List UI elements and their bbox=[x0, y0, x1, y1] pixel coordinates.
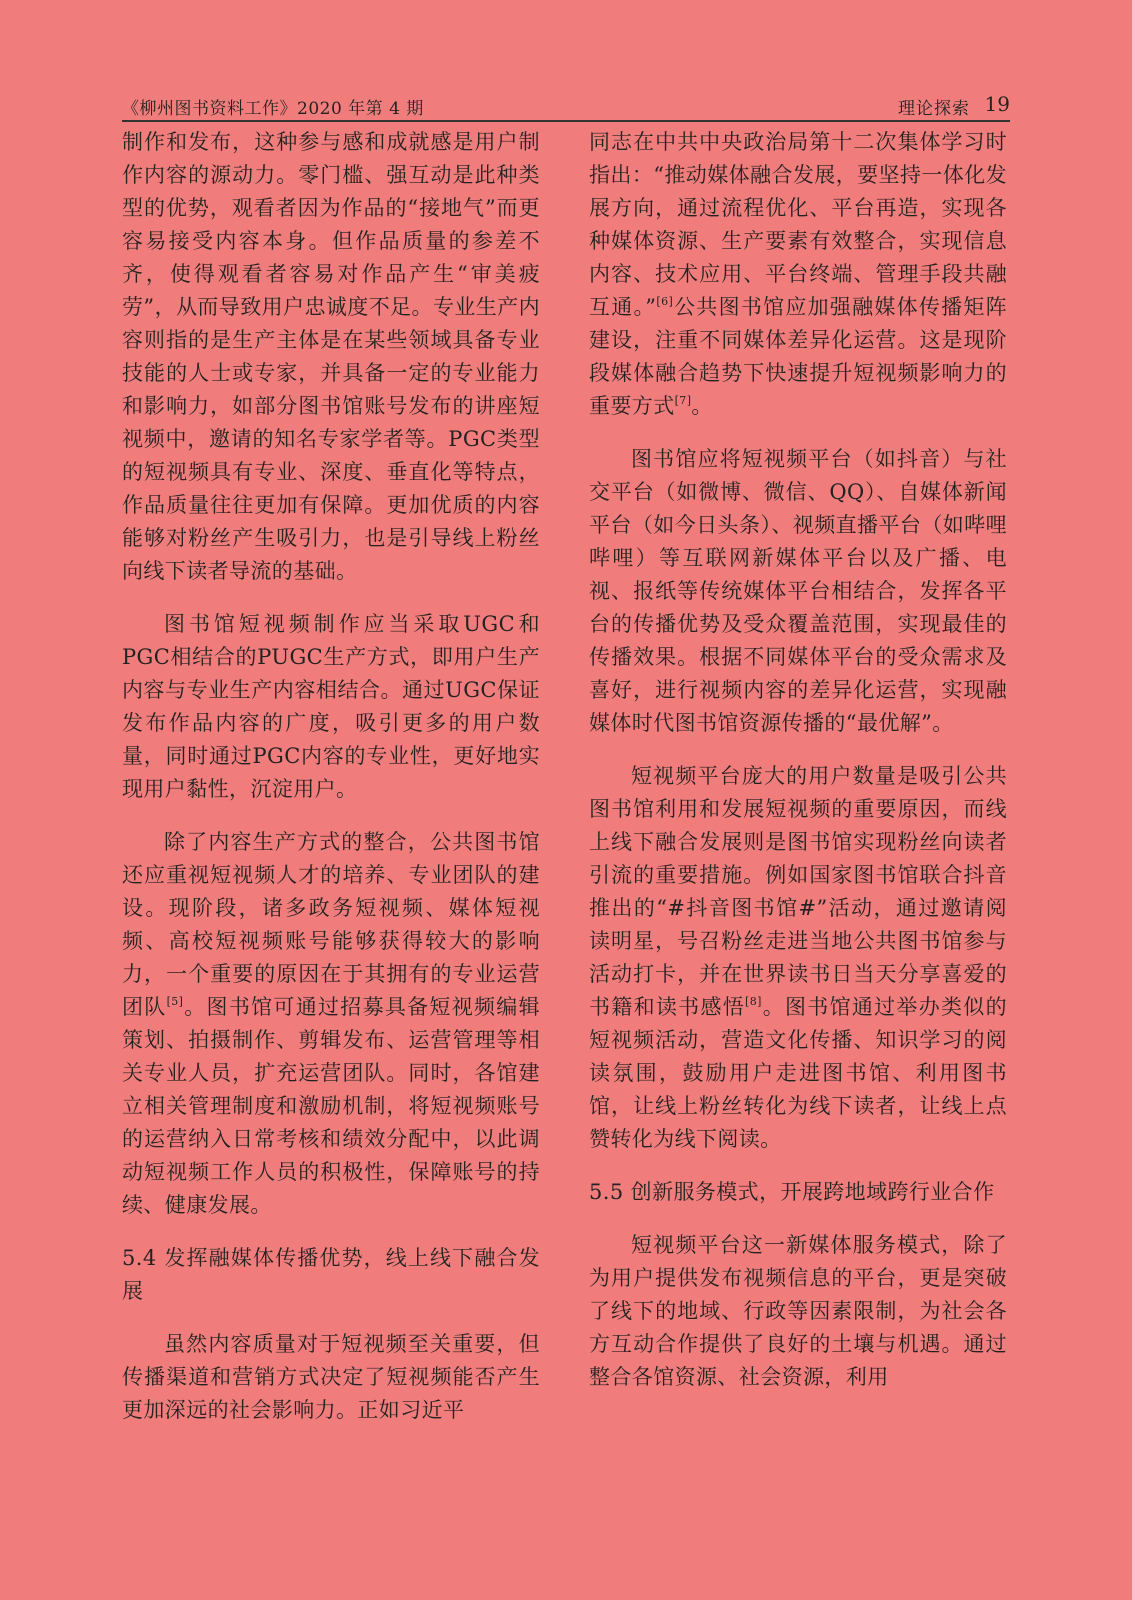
paragraph-channels: 虽然内容质量对于短视频至关重要，但传播渠道和营销方式决定了短视频能否产生更加深远的社会影响力。正如习近平 bbox=[122, 1332, 540, 1422]
page-number: 19 bbox=[984, 92, 1010, 116]
paragraph-platforms: 图书馆应将短视频平台（如抖音）与社交平台（如微博、微信、QQ）、自媒体新闻平台（如今日头条）、视频直播平台（如哔哩哔哩）等互联网新媒体平台以及广播、电视、报纸等传统媒体平台相结合，发挥各平台的传播优势及受众覆盖范围，实现最佳的传播效果。根据不同媒体平台的受众需求及喜好，进行视频内容的差异化运营，实现融媒体时代图书馆资源传播的“最优解”。 bbox=[589, 447, 1007, 735]
citation-ref: [5] bbox=[166, 995, 184, 1008]
paragraph-team-building bbox=[122, 826, 540, 1222]
page-header bbox=[122, 92, 1010, 122]
paragraph-media-fusion bbox=[589, 126, 1007, 423]
text-span: 公共图书馆应加强融媒体传播矩阵建设，注重不同媒体差异化运营。这是现阶段媒体融合趋势下快速提升短视频影响力的重要方式 bbox=[589, 295, 1008, 418]
citation-ref: [6] bbox=[656, 295, 674, 308]
text-span: 。 bbox=[691, 394, 713, 418]
paragraph-pugc: 图书馆短视频制作应当采取UGC和PGC相结合的PUGC生产方式，即用户生产内容与专业生产内容相结合。通过UGC保证发布作品内容的广度，吸引更多的用户数量，同时通过PGC内容的专业性，更好地实现用户黏性，沉淀用户。 bbox=[122, 612, 540, 801]
journal-title: 《柳州图书资料工作》2020 年第 4 期 bbox=[122, 99, 424, 119]
text-span: 同志在中共中央政治局第十二次集体学习时指出：“推动媒体融合发展，要坚持一体化发展方向，通过流程优化、平台再造，实现各种媒体资源、生产要素有效整合，实现信息内容、技术应用、平台终端、管理手段共融互通。” bbox=[589, 130, 1007, 319]
paragraph-ugc-pgc-intro: 制作和发布，这种参与感和成就感是用户制作内容的源动力。零门槛、强互动是此种类型的优势，观看者因为作品的“接地气”而更容易接受内容本身。但作品质量的参差不齐，使得观看者容易对作品产生“审美疲劳”，从而导致用户忠诚度不足。专业生产内容则指的是生产主体是在某些领域具备专业技能的人士或专家，并具备一定的专业能力和影响力，如部分图书馆账号发布的讲座短视频中，邀请的知名专家学者等。PGC类型的短视频具有专业、深度、垂直化等特点，作品质量往往更加有保障。更加优质的内容能够对粉丝产生吸引力，也是引导线上粉丝向线下读者导流的基础。 bbox=[122, 130, 540, 583]
text-span: 除了内容生产方式的整合，公共图书馆还应重视短视频人才的培养、专业团队的建设。现阶段，诸多政务短视频、媒体短视频、高校短视频账号能够获得较大的影响力，一个重要的原因在于其拥有的专业运营团队 bbox=[122, 830, 540, 1019]
text-span: 。图书馆可通过招募具备短视频编辑策划、拍摄制作、剪辑发布、运营管理等相关专业人员，扩充运营团队。同时，各馆建立相关管理制度和激励机制，将短视频账号的运营纳入日常考核和绩效分配中，以此调动短视频工作人员的积极性，保障账号的持续、健康发展。 bbox=[122, 995, 540, 1217]
paragraph-online-offline bbox=[589, 760, 1007, 1156]
text-span: 短视频平台庞大的用户数量是吸引公共图书馆利用和发展短视频的重要原因，而线上线下融合发展则是图书馆实现粉丝向读者引流的重要措施。例如国家图书馆联合抖音推出的“#抖音图书馆#”活动，通过邀请阅读明星，号召粉丝走进当地公共图书馆参与活动打卡，并在世界读书日当天分享喜爱的书籍和读书感悟 bbox=[589, 764, 1007, 1019]
right-column bbox=[589, 126, 1007, 1394]
citation-ref: [8] bbox=[745, 995, 762, 1008]
paragraph-service-mode: 短视频平台这一新媒体服务模式，除了为用户提供发布视频信息的平台，更是突破了线下的地域、行政等因素限制，为社会各方互动合作提供了良好的土壤与机遇。通过整合各馆资源、社会资源，利用 bbox=[589, 1233, 1007, 1389]
section-heading-5-5: 5.5 创新服务模式，开展跨地域跨行业合作 bbox=[589, 1180, 995, 1204]
section-heading-5-4: 5.4 发挥融媒体传播优势，线上线下融合发展 bbox=[122, 1246, 540, 1303]
citation-ref: [7] bbox=[674, 394, 692, 407]
text-span: 。图书馆通过举办类似的短视频活动，营造文化传播、知识学习的阅读氛围，鼓励用户走进图书馆、利用图书馆，让线上粉丝转化为线下读者，让线上点赞转化为线下阅读。 bbox=[589, 995, 1007, 1151]
left-column bbox=[122, 126, 540, 1427]
header-rule bbox=[122, 120, 1010, 122]
section-name: 理论探索 bbox=[898, 99, 970, 119]
